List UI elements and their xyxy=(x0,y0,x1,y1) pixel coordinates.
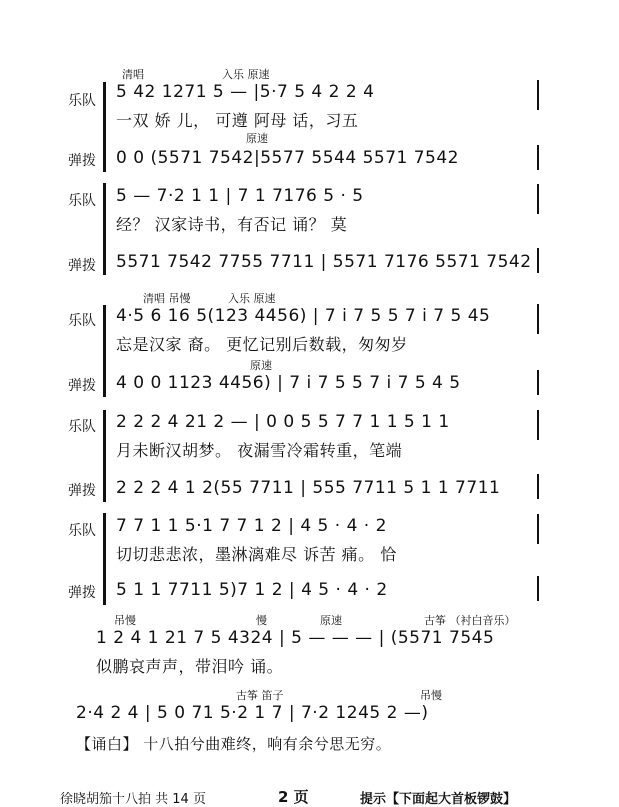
barline xyxy=(537,304,539,334)
barline xyxy=(537,410,539,440)
melody-line: 7 7 1 1 5·1 7 7 1 2 | 4 5 · 4 · 2 xyxy=(116,516,387,536)
pluck-line: 4 0 0 1123 4456) | 7 i 7 5 5 7 i 7 5 4 5 xyxy=(116,373,461,393)
pluck-line: 5571 7542 7755 7711 | 5571 7176 5571 7542 xyxy=(116,252,532,272)
band-label: 乐队 xyxy=(68,313,96,329)
melody-line: 5 — 7·2 1 1 | 7 1 7176 5 · 5 xyxy=(116,186,364,206)
barline xyxy=(537,184,539,214)
system-brace xyxy=(103,183,111,275)
melody-line: 4·5 6 16 5(123 4456) | 7 i 7 5 5 7 i 7 5 45 xyxy=(116,306,491,326)
melody-line: 2 2 2 4 21 2 — | 0 0 5 5 7 7 1 1 5 1 1 xyxy=(116,412,450,432)
system-brace xyxy=(103,513,111,605)
lyrics-line: 月未断汉胡梦。 夜漏雪冷霜转重，笔端 xyxy=(116,441,403,460)
tempo-mark: 清唱 吊慢 xyxy=(143,292,191,305)
pluck-label: 弹拨 xyxy=(68,378,96,394)
pluck-label: 弹拨 xyxy=(68,153,96,169)
barline xyxy=(537,474,539,499)
pluck-line: 0 0 (5571 7542|5577 5544 5571 7542 xyxy=(116,148,459,168)
pluck-label: 弹拨 xyxy=(68,483,96,499)
lyrics-line: 经？ 汉家诗书，有否记 诵？ 莫 xyxy=(116,215,348,234)
system-brace xyxy=(103,410,111,502)
recitation-text: 【诵白】 十八拍兮曲难终，响有余兮思无穷。 xyxy=(76,735,392,753)
band-label: 乐队 xyxy=(68,419,96,435)
band-label: 乐队 xyxy=(68,93,96,109)
system-brace xyxy=(103,82,111,172)
lyrics-line: 一双 娇 儿， 可遵 阿母 话，习五 xyxy=(116,111,359,130)
system-brace xyxy=(103,305,111,397)
tempo-mark: 原速 xyxy=(320,614,342,627)
pluck-line: 5 1 1 7711 5)7 1 2 | 4 5 · 4 · 2 xyxy=(116,580,388,600)
barline xyxy=(537,370,539,395)
barline xyxy=(537,145,539,170)
tempo-mark: 入乐 原速 xyxy=(228,292,276,305)
footer-page: 2 页 xyxy=(278,788,309,806)
pluck-label: 弹拨 xyxy=(68,585,96,601)
band-label: 乐队 xyxy=(68,523,96,539)
tempo-mark: 清唱 xyxy=(122,68,144,81)
melody-line: 1 2 4 1 21 7 5 4324 | 5 — — — | (5571 7545 xyxy=(96,628,495,648)
pluck-line: 2 2 2 4 1 2(55 7711 | 555 7711 5 1 1 7711 xyxy=(116,478,501,498)
lyrics-line: 似鹏哀声声，带泪吟 诵。 xyxy=(96,657,284,676)
tempo-mark: 吊慢 xyxy=(114,614,136,627)
lyrics-line: 忘是汉家 裔。 更忆记别后数载，匆匆岁 xyxy=(116,335,408,354)
band-label: 乐队 xyxy=(68,193,96,209)
melody-line: 5 42 1271 5 — |5·7 5 4 2 2 4 xyxy=(116,82,375,102)
tempo-mark: 原速 xyxy=(246,132,268,145)
pluck-label: 弹拨 xyxy=(68,258,96,274)
barline xyxy=(537,514,539,544)
tempo-mark: 原速 xyxy=(250,359,272,372)
tempo-mark: 入乐 原速 xyxy=(222,68,270,81)
melody-line: 2·4 2 4 | 5 0 71 5·2 1 7 | 7·2 1245 2 —) xyxy=(76,703,429,723)
lyrics-line: 切切悲悲浓，墨淋漓难尽 诉苦 痛。 恰 xyxy=(116,545,397,564)
footer-right: 提示【下面起大首板锣鼓】 xyxy=(360,792,517,807)
footer-left: 徐晓胡笳十八拍 共 14 页 xyxy=(60,792,206,807)
tempo-mark: 慢 xyxy=(256,614,267,627)
barline xyxy=(537,80,539,110)
tempo-mark: 吊慢 xyxy=(420,689,442,702)
tempo-mark: 古筝 （衬白音乐） xyxy=(424,614,516,627)
barline xyxy=(537,576,539,601)
tempo-mark: 古筝 笛子 xyxy=(236,689,284,702)
barline xyxy=(537,248,539,273)
